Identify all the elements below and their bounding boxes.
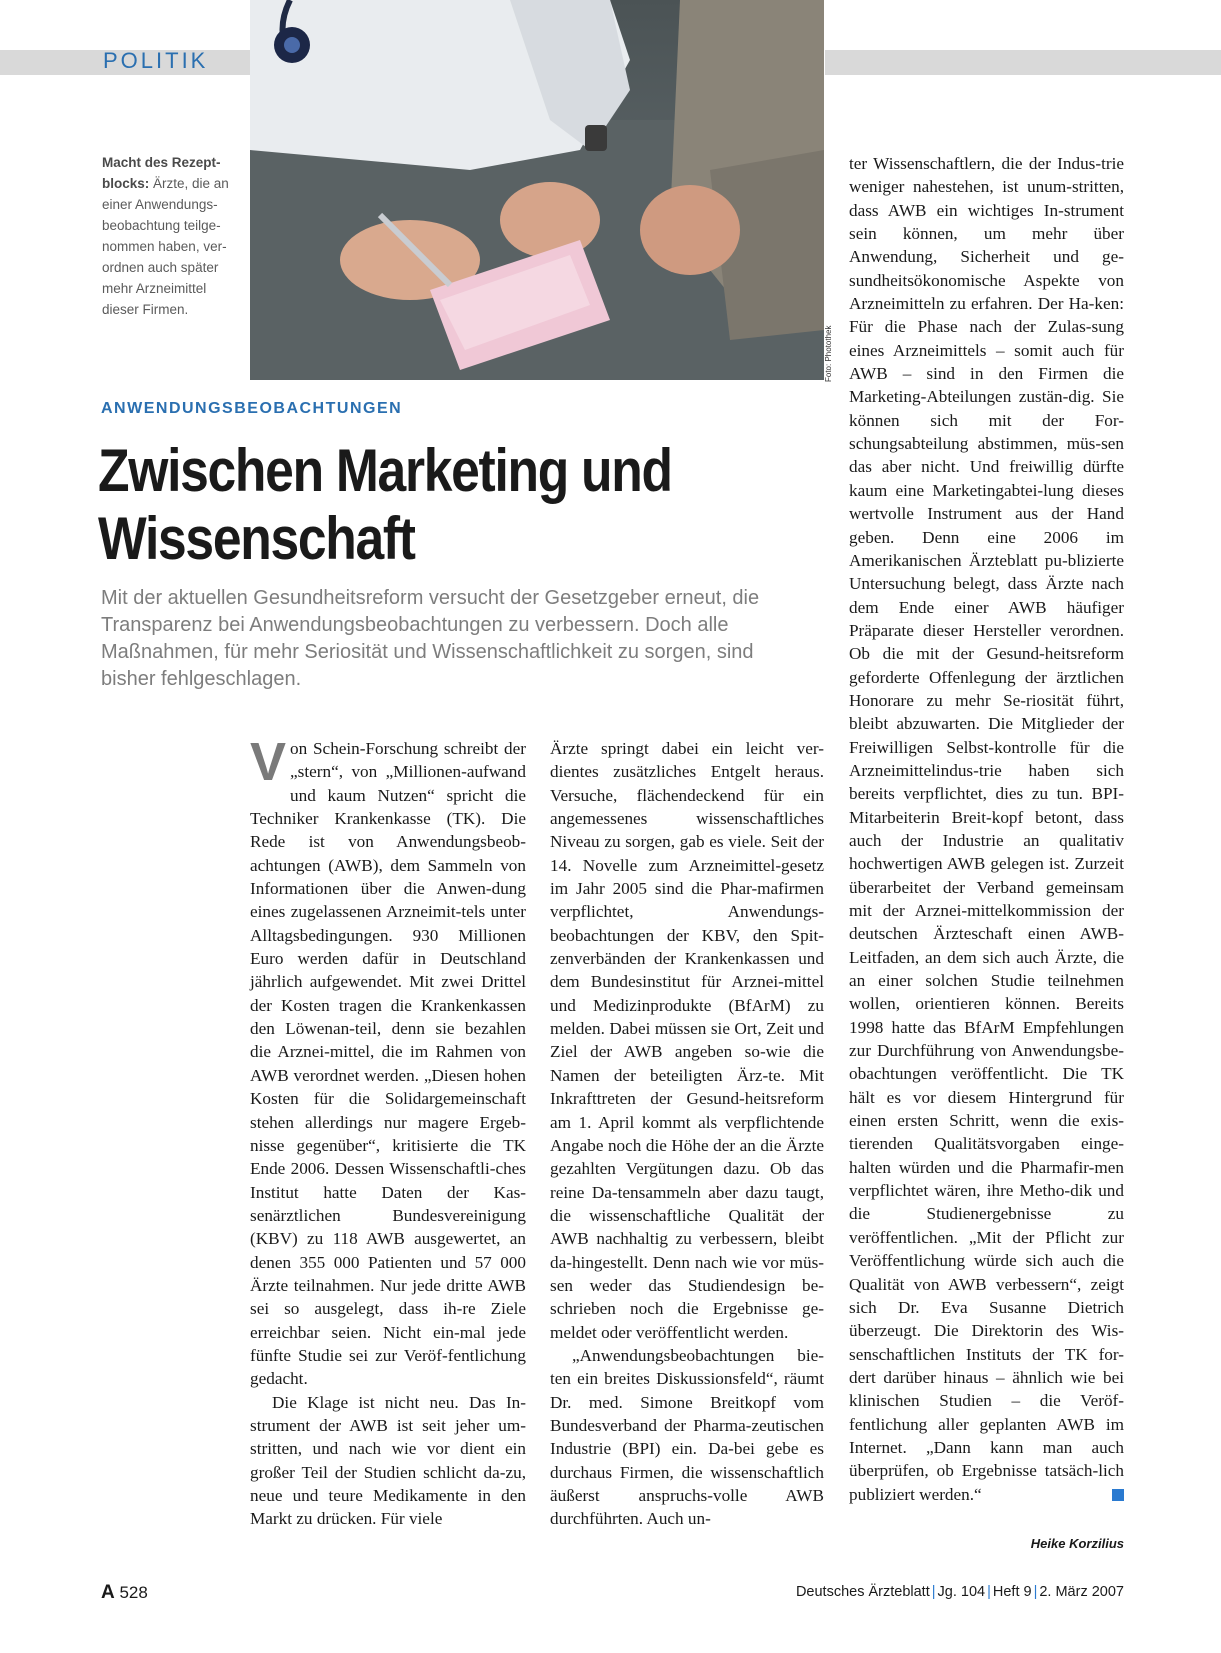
paragraph-text: ter Wissenschaftlern, die der Indus-trie weniger nahestehen, ist unum-stritten, dass AWB ein wichtiges In-strument sein können, um mehr über Anwendung, Sicherheit und ge-sundheitsökonomische Aspekte von Arzneimitteln zu erfahren. Der Ha-ken: Für die Phase nach der Zulas-sung eines Arzneimittels – somit auch für AWB – sind in den Firmen die Marketing-Abteilungen zustän-dig. Sie können sich mit der For-schungsabteilung abstimmen, müs-sen das aber nicht. Und freiwillig dürfte kaum eine Marketingabtei-lung dieses wertvolle Instrument aus der Hand geben. Denn eine 2006 im Amerikanischen Ärzteblatt pu-blizierte Untersuchung belegt, dass Ärzte nach dem Ende einer AWB häufiger Präparate dieser Hersteller verordnen. Ob die mit der Gesund-heitsreform geforderte Offenlegung der ärztlichen Honorare zu mehr Se-riosität führt, bleibt abzuwarten. Die Mitglieder der Freiwilligen Selbst-kontrolle für die Arzneimittelindus-trie haben sich bereits verpflichtet, dies zu tun. BPI-Mitarbeiterin Breit-kopf betont, dass auch der Industrie an qualitativ hochwertigen AWB gelegen ist. Zurzeit überarbeitet der Verband gemeinsam mit der Arznei-mittelkommission der deutschen Ärzteschaft einen AWB-Leitfaden, an dem sich auch Ärzte, die an einer solchen Studie teilnehmen wollen, orientieren können. Bereits 1998 hatte das BfArM Empfehlungen zur Durchführung von Anwendungsbe-obachtungen veröffentlicht. Die TK hält es vor diesem Hintergrund für einen ersten Schritt, wenn die exis-tierenden Qualitätsvorgaben einge-halten würden und die Pharmafir-men verpflichtet wären, ihre Metho-dik und die Studienergebnisse zu veröffentlichen. „Mit der Pflicht zur Veröffentlichung würde sich auch die Qualität von AWB verbessern“, zeigt sich Dr. Eva Susanne Dietrich überzeugt. Die Direktorin des Wis-senschaftlichen Instituts der TK for-dert darüber hinaus – ähnlich wie bei klinischen Studien – die Veröf-fentlichung aller geplanten AWB im Internet. „Dann kann man auch überprüfen, ob Ergebnisse tatsäch-lich publiziert werden.“: [849, 154, 1124, 1504]
journal-footer: [796, 1584, 1124, 1600]
photo-credit: Foto: Photothek: [824, 325, 833, 382]
paragraph: Die Klage ist nicht neu. Das In-strument der AWB ist seit jeher um-stritten, und nach wie vor dient ein großer Teil der Studien schlicht da-zu, neue und teure Medikamente in den Markt zu drücken. Für viele: [250, 1392, 526, 1529]
text-column-2: [550, 737, 824, 1531]
caption-lead: Macht des Rezept-blocks:: [102, 155, 221, 191]
article-headline: Zwischen Marketing und Wissenschaft: [98, 437, 672, 572]
section-label: POLITIK: [103, 48, 209, 73]
journal-date: 2. März 2007: [1039, 1584, 1124, 1600]
journal-name: Deutsches Ärzteblatt: [795, 1584, 930, 1600]
journal-issue: Heft 9: [992, 1584, 1032, 1600]
page-number-value: 528: [119, 1583, 148, 1602]
paragraph: Ärzte springt dabei ein leicht ver-dientes zusätzliches Entgelt heraus. Versuche, flächendeckend für ein angemessenes wissenschaftliches Niveau zu sorgen, gab es viele. Seit der 14. Novelle zum Arzneimittel-gesetz im Jahr 2005 sind die Phar-mafirmen verpflichtet, Anwendungs-beobachtungen der KBV, den Spit-zenverbänden der Krankenkassen und dem Bundesinstitut für Arznei-mittel und Medizinprodukte (BfArM) zu melden. Dabei müssen sie Ort, Zeit und Ziel der AWB angeben so-wie die Namen der beteiligten Ärz-te. Mit Inkrafttreten der Gesund-heitsreform am 1. April kommt als verpflichtende Angabe noch die Höhe der an die Ärzte gezahlten Vergütungen dazu. Ob das reine Da-tensammeln aber dazu taugt, die wissenschaftliche Qualität der AWB nachhaltig zu verbessern, bleibt da-hingestellt. Denn nach wie vor müs-sen weder das Studiendesign be-schrieben noch die Ergebnisse ge-meldet oder veröffentlicht werden.: [550, 739, 824, 1342]
drop-cap: V: [250, 732, 287, 792]
text-column-1: [250, 732, 526, 1531]
caption-text: Ärzte, die an einer Anwendungs-beobachtung teilge-nommen haben, ver-ordnen auch später mehr Arzneimittel dieser Firmen.: [102, 176, 229, 317]
footer-separator: |: [987, 1584, 991, 1600]
paragraph-text: on Schein-Forschung schreibt der „stern“, von „Millionen-aufwand und kaum Nutzen“ spricht die Techniker Krankenkasse (TK). Die Rede ist von Anwendungsbeob-achtungen (AWB), dem Sammeln von Informationen über die Anwen-dung eines zugelassenen Arzneimit-tels unter Alltagsbedingungen. 930 Millionen Euro werden dafür in Deutschland jährlich aufgewendet. Mit zwei Drittel der Kosten tragen die Krankenkassen den Löwenan-teil, denn sie bezahlen die Arznei-mittel, die im Rahmen von AWB verordnet werden. „Diesen hohen Kosten für die Solidargemeinschaft stehen allerdings nur magere Ergeb-nisse gegenüber“, kritisierte die TK Ende 2006. Dessen Wissenschaftli-ches Institut hatte Daten der Kas-senärztlichen Bundesvereinigung (KBV) zu 118 AWB ausgewertet, an denen 355 000 Patienten und 57 000 Ärzte teilnahmen. Nur jede dritte AWB sei so ausgelegt, dass ih-re Ziele erreichbar seien. Nicht ein-mal jede fünfte Studie sei zur Veröf-fentlichung gedacht.: [250, 739, 526, 1389]
journal-volume: Jg. 104: [937, 1584, 986, 1600]
paragraph: [849, 152, 1124, 1506]
page-number: [101, 1582, 148, 1604]
paragraph: [250, 732, 526, 1391]
article-kicker: ANWENDUNGSBEOBACHTUNGEN: [101, 400, 403, 417]
end-of-article-icon: [1112, 1489, 1124, 1501]
text-column-3: [849, 152, 1124, 1506]
author-byline: Heike Korzilius: [1030, 1536, 1124, 1551]
article-deck: Mit der aktuellen Gesundheitsreform versucht der Gesetzgeber erneut, die Transparenz bei Anwendungsbeobachtungen zu verbessern. Doch alle Maßnahmen, für mehr Seriosität und Wissenschaftlichkeit zu sorgen, sind bisher fehlgeschlagen.: [101, 587, 760, 690]
section-bar-right: [825, 50, 1221, 75]
paragraph: „Anwendungsbeobachtungen bie-ten ein breites Diskussionsfeld“, räumt Dr. med. Simone Breitkopf vom Bundesverband der Pharma-zeutischen Industrie (BPI) ein. Da-bei gebe es durchaus Firmen, die wissenschaftlich äußerst anspruchs-volle AWB durchführten. Auch un-: [550, 1345, 824, 1529]
footer-separator: |: [931, 1584, 936, 1600]
article-photo: [250, 0, 824, 380]
photo-caption: [102, 152, 240, 320]
footer-separator: |: [1033, 1584, 1038, 1600]
page-prefix: A: [101, 1582, 115, 1603]
photo-illustration: [250, 0, 824, 380]
